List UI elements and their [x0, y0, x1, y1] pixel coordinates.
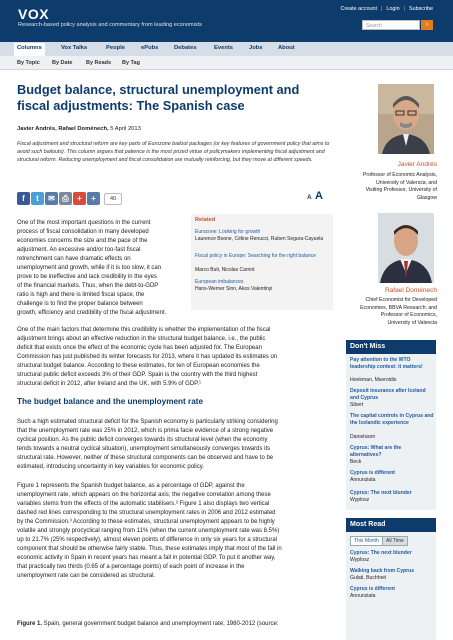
main-nav	[0, 42, 453, 56]
author-photo-andres[interactable]	[378, 84, 434, 154]
subnav-by-reads[interactable]: By Reads	[86, 60, 112, 66]
dont-miss-link-5[interactable]: Cyprus is different	[350, 470, 396, 476]
account-links: Create account | Login | Subscribe	[340, 6, 433, 12]
most-read-list	[346, 532, 436, 640]
nav-jobs[interactable]: Jobs	[249, 45, 263, 51]
dont-miss-author-5: Annunziata	[350, 477, 376, 483]
google-plus-icon[interactable]: +	[73, 192, 86, 205]
dont-miss-link-2[interactable]: Deposit insurance after Iceland and Cyprus	[350, 388, 426, 401]
dont-miss-link-1[interactable]: Pay attention to the WTO leadership contest: it matters!	[350, 357, 423, 370]
nav-epubs[interactable]: ePubs	[141, 45, 159, 51]
nav-events[interactable]: Events	[214, 45, 234, 51]
font-size-small-button[interactable]: A	[307, 194, 312, 201]
most-read-link-1[interactable]: Cyprus: The next blunder	[350, 550, 412, 556]
most-read-link-3[interactable]: Cyprus is different	[350, 586, 396, 592]
share-plus-icon[interactable]: +	[87, 192, 100, 205]
article-summary: Fiscal adjustment and structural reform are key parts of Eurozone bailout packages (or key features of government policy that aims to avoid such bailouts). This column argues that patience is the most prized virtue of policymakers implementing fiscal adjustment and structural reform. Reducing unemployment and fiscal consolidation are mutually reinforcing, but they move at different speeds.	[17, 141, 330, 163]
most-read-author-2: Gulati, Buchheit	[350, 575, 386, 581]
most-read-link-2[interactable]: Walking back from Cyprus	[350, 568, 415, 574]
figure-caption: Figure 1. Spain, general government budget balance and unemployment rate, 1980-2012 (source:	[17, 621, 279, 627]
byline	[17, 126, 141, 132]
print-icon[interactable]: ⎙	[59, 192, 72, 205]
tab-this-month[interactable]: This Month	[350, 536, 383, 546]
login-link[interactable]: Login	[386, 6, 400, 12]
related-link-1[interactable]: Eurozone: Looking for growth	[195, 229, 261, 235]
dont-miss-header: Don't Miss	[346, 340, 436, 354]
paragraph-2: One of the main factors that determine this credibility is whether the implementation of the fiscal adjustment brings about an effective reduction in the structural budget balance, i.e., the public deficit that exists once the effect of the economic cycle has been adjusted for. The European Commission has just published its winter forecasts for 2013, where it has updated its estimates on structural budget balance. According to these estimates, for ten of European economies the structural public deficit exceeds 3% of their GDP. Spain is the country with the third highest structural deficit in 2012, after Ireland and the UK, with 5.9% of GDP.¹	[17, 327, 278, 387]
nav-about[interactable]: About	[278, 45, 295, 51]
author-photo-domenech[interactable]	[378, 213, 434, 283]
related-link-2[interactable]: Fiscal policy in Europe: Searching for the right balance	[195, 253, 316, 259]
search-button[interactable]: ›	[421, 20, 433, 30]
facebook-icon[interactable]: f	[17, 192, 30, 205]
section-heading: The budget balance and the unemployment rate	[17, 397, 204, 406]
subnav-by-topic[interactable]: By Topic	[17, 60, 40, 66]
paragraph-4: Figure 1 represents the Spanish budget balance, as a percentage of GDP, against the unemployment rate, which appears on the horizontal axis; the negative correlation among these variables stems from the effects of the automatic stabilisers.² Figure 1 also displays two vertical dashed red lines corresponding to the structural unemployment rates in 2006 and 2012 estimated by the Commission.³ According to these estimates, structural unemployment appears to be highly volatile and strongly procyclical ranging from 11% (when the current unemployment rate was 8.5%) up to 21.7% (25% respectively), almost eleven points of difference in only six years for a structural component that should be otherwise fairly stable. Thus, these estimates imply that most of the fall in economic activity in Spain in recent years has meant a fall in potential GDP. To put it another way, that practically two thirds (0.65 of a percentage points) of each point of increase in the unemployment rate can be considered as structural.	[17, 483, 282, 579]
search-input[interactable]: Search	[362, 20, 420, 30]
related-authors-3: Hans-Werner Sinn, Akos Valentinyi	[195, 286, 273, 292]
dont-miss-author-3: Danielsson	[350, 434, 376, 440]
share-count: 40	[104, 193, 122, 205]
dont-miss-link-4[interactable]: Cyprus: What are the alternatives?	[350, 445, 402, 458]
related-authors-2: Marco Buti, Nicolas Carnot	[195, 267, 255, 273]
site-logo[interactable]: VOX	[18, 6, 50, 22]
create-account-link[interactable]: Create account	[340, 6, 377, 12]
paragraph-1: One of the most important questions in the current process of fiscal consolidation in many developed economies concerns the size and the pace of the adjustment. An excessive and/or too-fast fiscal retrenchment can have dramatic effects on unemployment and growth, while if it is too slow, it can prove to be ineffective and lack credibility in the eyes of the financial markets. Thus, when the debt-to-GDP ratio is high and there is limited fiscal space, the challenge is to find the proper balance between growth, efficiency and credibility of the fiscal adjustment.	[17, 220, 167, 316]
byline-authors[interactable]: Javier Andrés, Rafael Doménech,	[17, 126, 109, 132]
most-read-author-3: Annunziata	[350, 593, 376, 599]
site-tagline: Research-based policy analysis and commentary from leading economists	[18, 22, 203, 28]
share-bar	[17, 192, 100, 207]
sub-nav	[0, 56, 453, 70]
related-title: Related	[195, 217, 216, 223]
dont-miss-author-1: Hoekman, Mavroidis	[350, 377, 397, 383]
nav-people[interactable]: People	[106, 45, 126, 51]
subnav-by-date[interactable]: By Date	[52, 60, 73, 66]
dont-miss-list	[346, 354, 436, 510]
page-title: Budget balance, structural unemployment and fiscal adjustments: The Spanish case	[17, 82, 300, 113]
dont-miss-author-4: Beck	[350, 459, 362, 465]
most-read-header: Most Read	[346, 518, 436, 532]
subscribe-link[interactable]: Subscribe	[409, 6, 433, 12]
dont-miss-link-6[interactable]: Cyprus: The next blunder	[350, 490, 412, 496]
email-icon[interactable]: ✉	[45, 192, 58, 205]
tab-all-time[interactable]: All Time	[382, 536, 408, 546]
author-name-domenech[interactable]: Rafael Doménech	[384, 287, 437, 294]
most-read-author-1: Wyplosz	[350, 557, 370, 563]
related-link-3[interactable]: European imbalances	[195, 279, 244, 285]
related-authors-1: Laurence Boone, Céline Renucci, Ruben Segura-Cayuela	[195, 236, 324, 242]
byline-date: 5 April 2013	[110, 126, 141, 132]
site-header	[0, 0, 453, 42]
paragraph-3: Such a high estimated structural deficit for the Spanish economy is particularly striking considering that the unemployment rate was 25% in 2012, which is prima facie evidence of a strong negative cyclical position. As the public deficit converges towards its structural level (when the economy tends towards a neutral cyclical situation), unemployment simultaneously converges towards its structural rate. However, neither of these structural components can be observed and have to be estimated, introducing uncertainty in key variables for economic policy.	[17, 419, 278, 470]
author-desc-domenech: Chief Economist for Developed Economies, BBVA Research; and Professor of Economics, University of Valencia	[360, 297, 437, 326]
nav-vox-talks[interactable]: Vox Talks	[61, 45, 88, 51]
dont-miss-author-2: Sibert	[350, 402, 364, 408]
dont-miss-author-6: Wyplosz	[350, 497, 370, 503]
twitter-icon[interactable]: t	[31, 192, 44, 205]
related-box	[191, 214, 333, 310]
nav-columns[interactable]: Columns	[14, 43, 45, 56]
author-name-andres[interactable]: Javier Andrés	[397, 161, 437, 168]
subnav-by-tag[interactable]: By Tag	[122, 60, 140, 66]
font-size-large-button[interactable]: A	[315, 190, 323, 202]
nav-debates[interactable]: Debates	[174, 45, 197, 51]
dont-miss-link-3[interactable]: The capital controls in Cyprus and the Icelandic experience	[350, 413, 434, 426]
author-desc-andres: Professor of Economic Analysis, University of Valencia; and Visiting Professor, University of Glasgow	[362, 172, 437, 201]
